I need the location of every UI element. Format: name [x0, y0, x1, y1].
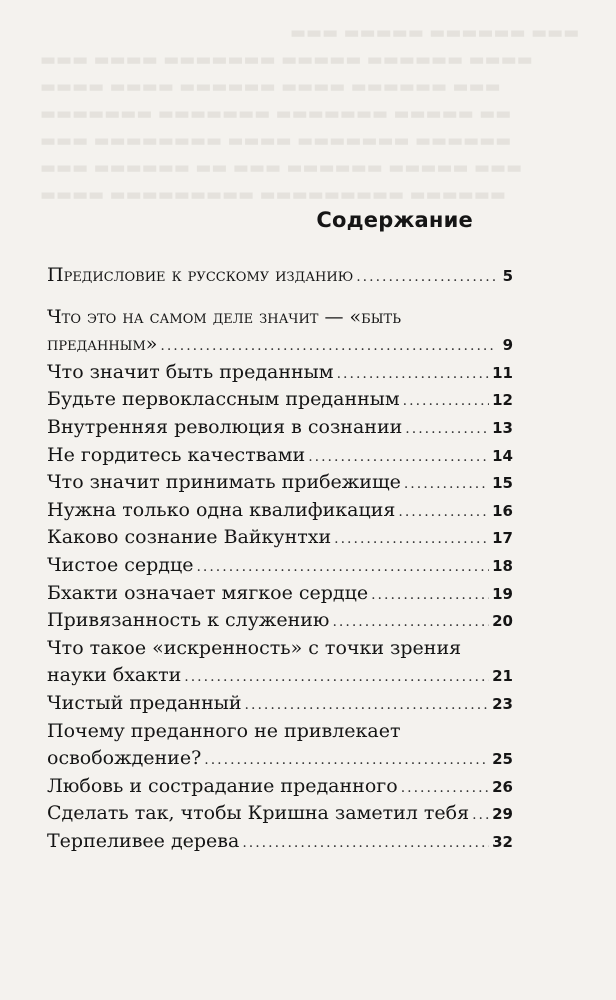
toc-entry	[47, 580, 513, 608]
toc-page-number: 32	[492, 832, 513, 851]
toc-entry-line: Почему преданного не привлекает	[47, 719, 401, 742]
toc-page-number: 29	[492, 805, 513, 824]
toc-entry-label: освобождение?	[47, 747, 202, 770]
toc-page-number: 11	[492, 363, 513, 382]
toc-entry-label: Любовь и сострадание преданного	[47, 774, 398, 797]
toc-page-number: 18	[492, 556, 513, 575]
toc-entry-line: Что это на самом деле значит — «быть	[47, 305, 401, 328]
toc-entry	[47, 828, 513, 856]
toc-entry	[47, 497, 513, 525]
toc-entry-label: Сделать так, чтобы Кришна заметил тебя	[47, 802, 470, 825]
toc-entry	[47, 262, 513, 290]
dot-leader	[401, 775, 489, 803]
toc-entry	[47, 607, 513, 635]
toc-entry	[47, 359, 513, 387]
toc-entry-label: Что значит быть преданным	[47, 360, 334, 383]
dot-leader	[242, 830, 489, 858]
toc-entry-label: Нужна только одна квалификация	[47, 498, 396, 521]
dot-leader	[403, 388, 489, 416]
contents-heading: Содержание	[316, 208, 473, 232]
dot-leader	[356, 264, 496, 292]
dot-leader	[332, 609, 489, 637]
toc-entry	[47, 414, 513, 442]
toc-entry-label: Бхакти означает мягкое сердце	[47, 581, 369, 604]
toc-entry-label: Чистый преданный	[47, 691, 242, 714]
toc-page-number: 17	[492, 529, 513, 548]
toc-page-number: 21	[492, 667, 513, 686]
toc-page-number: 15	[492, 474, 513, 493]
toc-entry-label: Чистое сердце	[47, 553, 194, 576]
toc-page-number: 14	[492, 446, 513, 465]
toc-entry	[47, 552, 513, 580]
toc-entry	[47, 745, 513, 773]
toc-page-number: 13	[492, 418, 513, 437]
toc-entry-line: Что такое «искренность» с точки зрения	[47, 636, 462, 659]
toc-page-number: 9	[502, 336, 513, 355]
dot-leader	[245, 692, 490, 720]
toc-entry	[47, 386, 513, 414]
dot-leader	[184, 664, 489, 692]
toc-entry-label: Каково сознание Вайкунтхи	[47, 526, 332, 549]
dot-leader	[334, 526, 489, 554]
dot-leader	[196, 554, 489, 582]
toc-page-number: 5	[502, 267, 513, 285]
dot-leader	[404, 471, 489, 499]
toc-entry-label: Будьте первоклассным преданным	[47, 388, 400, 411]
toc-page-number: 19	[492, 584, 513, 603]
dot-leader	[371, 582, 489, 610]
toc-page-number: 25	[492, 750, 513, 769]
toc-entry-label: Внутренняя революция в сознании	[47, 415, 403, 438]
toc-entry-label: Что значит принимать прибежище	[47, 471, 401, 494]
toc-entry-label: науки бхакти	[47, 664, 182, 687]
toc-entry-label: Терпеливее дерева	[47, 829, 240, 852]
toc-entry	[47, 331, 513, 359]
toc-entry	[47, 662, 513, 690]
dot-leader	[160, 333, 496, 361]
bleed-through-text: ▬▬▬ ▬▬▬▬▬ ▬▬▬▬▬▬ ▬▬▬ ▬▬▬ ▬▬▬▬ ▬▬▬▬▬▬▬ ▬▬▬▬▬ ▬▬▬▬▬▬ ▬▬▬▬ ▬▬▬▬ ▬▬▬▬ ▬▬▬▬▬▬ ▬▬▬▬ ▬▬▬▬▬▬ ▬▬▬ ▬▬▬▬▬▬▬ ▬▬▬▬▬▬▬ ▬▬▬▬▬▬▬ ▬▬▬▬▬ ▬▬ ▬▬▬ ▬▬▬▬▬▬▬▬ ▬▬▬▬ ▬▬▬▬▬▬▬ ▬▬▬▬▬▬ ▬▬▬ ▬▬▬▬▬▬ ▬▬ ▬▬▬ ▬▬▬▬▬▬ ▬▬▬▬▬ ▬▬▬ ▬▬▬▬ ▬▬▬▬▬▬▬▬▬ ▬▬▬▬▬▬▬▬▬ ▬▬▬▬▬▬	[40, 23, 580, 205]
dot-leader	[308, 444, 489, 472]
toc-entry-label: Привязанность к служению	[47, 609, 330, 632]
dot-leader	[337, 361, 490, 389]
toc-entry-label: Не гордитесь качествами	[47, 443, 306, 466]
toc-page-number: 16	[492, 501, 513, 520]
toc-entry-label: преданным»	[47, 333, 158, 356]
toc-page-number: 23	[492, 694, 513, 713]
toc-entry	[47, 773, 513, 801]
toc-page-number: 26	[492, 777, 513, 796]
dot-leader	[398, 499, 489, 527]
toc-entry	[47, 469, 513, 497]
toc-entry	[47, 690, 513, 718]
toc-entry	[47, 442, 513, 470]
toc-page-number: 20	[492, 612, 513, 631]
toc-entry	[47, 800, 513, 828]
table-of-contents	[47, 262, 513, 855]
dot-leader	[405, 416, 489, 444]
toc-page-number: 12	[492, 391, 513, 410]
dot-leader	[472, 802, 489, 830]
toc-entry-label: Предисловие к русскому изданию	[47, 264, 354, 286]
dot-leader	[204, 747, 489, 775]
toc-entry	[47, 524, 513, 552]
